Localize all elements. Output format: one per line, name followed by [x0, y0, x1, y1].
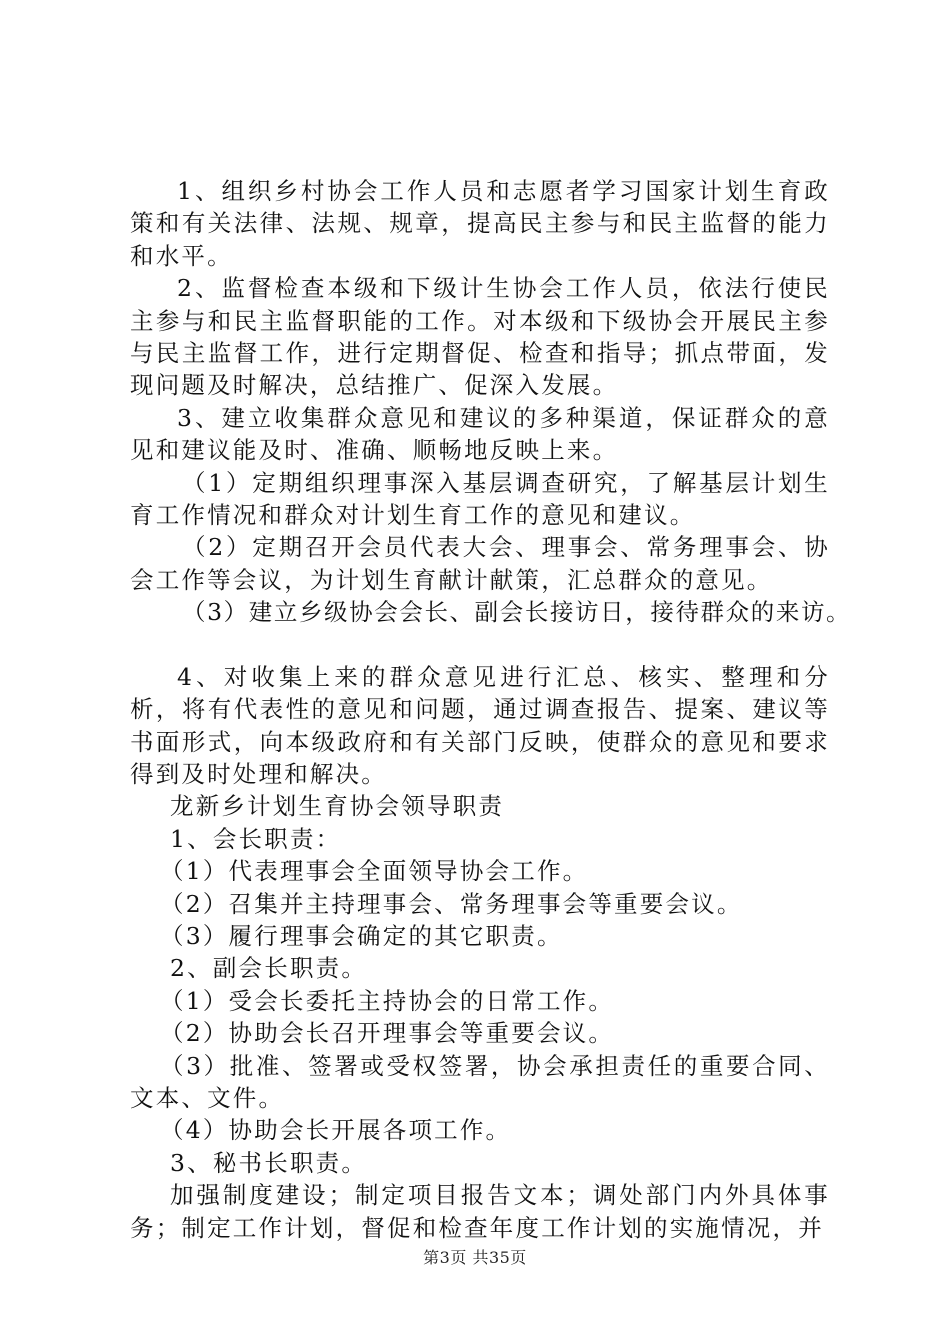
secretary-general-duty-text: 加强制度建设；制定项目报告文本；调处部门内外具体事务；制定工作计划，督促和检查年度工作计划的实施情况，并: [130, 1181, 830, 1242]
paragraph-spacer: [130, 629, 830, 661]
vice-president-duties-heading: 2、副会长职责。: [170, 954, 368, 983]
vice-president-duty-3: （3）批准、签署或受权签署，协会承担责任的重要合同、文本、文件。: [130, 1051, 830, 1112]
section-heading: 龙新乡计划生育协会领导职责: [170, 792, 505, 821]
paragraph-3: 3、建立收集群众意见和建议的多种渠道，保证群众的意见和建议能及时、准确、顺畅地反映上来。: [130, 403, 830, 465]
vice-president-duty-1: （1）受会长委托主持协会的日常工作。: [160, 986, 615, 1015]
paragraph-3-item-2: （2）定期召开会员代表大会、理事会、常务理事会、协会工作等会议，为计划生育献计献策，汇总群众的意见。: [130, 533, 830, 594]
secretary-general-duties-heading: 3、秘书长职责。: [170, 1148, 368, 1177]
president-duties-heading: 1、会长职责：: [170, 824, 342, 853]
page-number-footer: 第3页 共35页: [423, 1248, 527, 1267]
paragraph-2: 2、监督检查本级和下级计生协会工作人员，依法行使民主参与和民主监督职能的工作。对本级和下级协会开展民主参与民主监督工作，进行定期督促、检查和指导；抓点带面，发现问题及时解决，总结推广、促深入发展。: [130, 274, 830, 400]
paragraph-3-item-3: （3）建立乡级协会会长、副会长接访日，接待群众的来访。: [182, 598, 852, 627]
president-duty-2: （2）召集并主持理事会、常务理事会等重要会议。: [160, 889, 743, 918]
president-duty-3: （3）履行理事会确定的其它职责。: [160, 921, 563, 950]
president-duty-1: （1）代表理事会全面领导协会工作。: [160, 857, 589, 886]
paragraph-4: 4、对收集上来的群众意见进行汇总、核实、整理和分析，将有代表性的意见和问题，通过调查报告、提案、建议等书面形式，向本级政府和有关部门反映，使群众的意见和要求得到及时处理和解决。: [130, 662, 830, 788]
vice-president-duty-2: （2）协助会长召开理事会等重要会议。: [160, 1019, 615, 1048]
vice-president-duty-4: （4）协助会长开展各项工作。: [160, 1116, 512, 1145]
paragraph-3-item-1: （1）定期组织理事深入基层调查研究，了解基层计划生育工作情况和群众对计划生育工作的意见和建议。: [130, 468, 830, 530]
document-body: [130, 175, 852, 1244]
paragraph-1: 1、组织乡村协会工作人员和志愿者学习国家计划生育政策和有关法律、法规、规章，提高民主参与和民主监督的能力和水平。: [130, 177, 830, 270]
